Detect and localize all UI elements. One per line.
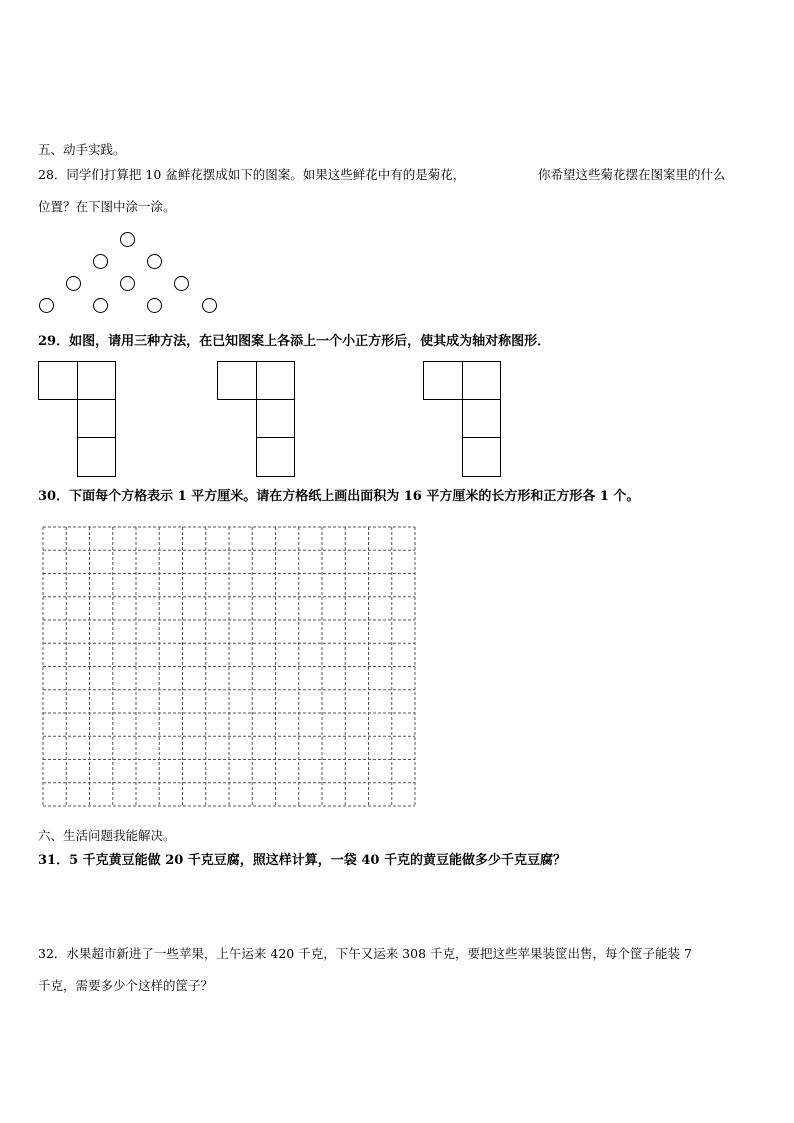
flower-circle[interactable]	[66, 276, 81, 291]
flower-circle[interactable]	[202, 298, 217, 313]
q32-text-line1: 32．水果超市新进了一些苹果，上午运来 420 千克，下午又运来 308 千克，要把这些苹果装筐出售，每个筐子能装 7	[38, 946, 692, 961]
section-6-heading: 六、生活问题我能解决。	[38, 828, 176, 843]
q32-text-line2: 千克，需要多少个这样的筐子？	[38, 978, 214, 993]
q29-figure-3[interactable]	[423, 361, 503, 478]
flower-circle[interactable]	[93, 298, 108, 313]
q29-figure-1[interactable]	[38, 361, 118, 478]
q31-text: 31．5 千克黄豆能做 20 千克豆腐，照这样计算，一袋 40 千克的黄豆能做多少千克豆腐？	[38, 853, 566, 868]
square-grid-paper[interactable]	[42, 526, 417, 808]
flower-circle[interactable]	[120, 232, 135, 247]
q28-text-part2: 你希望这些菊花摆在图案里的什么	[538, 167, 726, 182]
q30-text: 30．下面每个方格表示 1 平方厘米。请在方格纸上画出面积为 16 平方厘米的长方形和正方形各 1 个。	[38, 489, 640, 504]
flower-circle[interactable]	[120, 276, 135, 291]
flower-circle[interactable]	[147, 254, 162, 269]
flower-circle[interactable]	[93, 254, 108, 269]
q28-text-line2: 位置？在下图中涂一涂。	[38, 199, 176, 214]
q29-text: 29．如图，请用三种方法，在已知图案上各添上一个小正方形后，使其成为轴对称图形．	[38, 334, 551, 349]
flower-circle[interactable]	[174, 276, 189, 291]
flower-circle[interactable]	[147, 298, 162, 313]
q28-text-part1: 28．同学们打算把 10 盆鲜花摆成如下的图案。如果这些鲜花中有的是菊花，	[38, 167, 466, 182]
flower-circle[interactable]	[39, 298, 54, 313]
section-5-heading: 五、动手实践。	[38, 142, 126, 157]
q29-figure-2[interactable]	[217, 361, 297, 478]
